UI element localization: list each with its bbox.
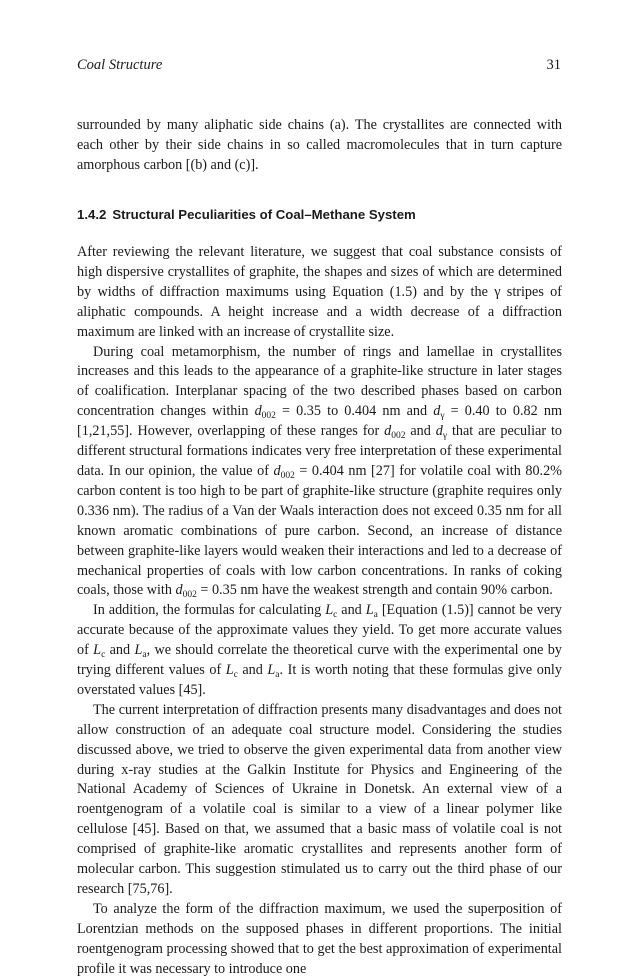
symbol-d: d bbox=[435, 423, 443, 440]
intro-block bbox=[77, 116, 562, 176]
section-number: 1.4.2 bbox=[77, 207, 107, 222]
symbol-l: L bbox=[325, 602, 334, 619]
running-title: Coal Structure bbox=[77, 57, 163, 73]
paragraph-2: During coal metamorphism, the number of rings and lamellae in crystallites increases and this leads to the appearance of a graphite-like structure in later stages of coalification. Interplanar spacing of the two described phases based on carbon concentration changes within $d_{002} = 0.35$ to 0.404 nm and $d_\gamma = 0.40$ to 0.82 nm [1,21,55]. However, overlapping of these ranges for $d_{002}$ and $d_\gamma$ that are peculiar to different structural formations indicates very free interpretation of these experimental data. In our opinion, the value of $d_{002} = 0.404$ nm [27] for volatile coal with 80.2% carbon content is too high to be part of graphite-like structure (graphite requires only 0.336 nm). The radius of a Van der Waals interaction does not exceed 0.35 nm for all known aromatic combinations of pure carbon. Second, an increase of distance between graphite-like layers would weaken their interactions and led to a decrease of mechanical properties of coals with low carbon concentrations. In ranks of coking coals, those with $d_{002} = 0.35$ nm have the weakest strength and contain 90% carbon. bbox=[77, 343, 562, 601]
paragraph-1: After reviewing the relevant literature, we suggest that coal substance consists of high dispersive crystallites of graphite, the shapes and sizes of which are determined by widths of diffraction maximums using Equation (1.5) and by the γ stripes of aliphatic compounds. A height increase and a width decrease of a diffraction maximum are linked with an increase of crystallite size. bbox=[77, 244, 562, 340]
symbol-d: d bbox=[433, 403, 441, 420]
symbol-d: d bbox=[273, 462, 281, 479]
paragraph-5: To analyze the form of the diffraction maximum, we used the superposition of Lorentzian methods on the supposed phases in different proportions. The initial roentgenogram processing showed that to get the best approximation of experimental profile it was necessary to introduce one bbox=[77, 900, 562, 977]
section-heading bbox=[77, 207, 416, 222]
page-number: 31 bbox=[546, 57, 561, 73]
symbol-l: L bbox=[267, 662, 276, 679]
paragraph-4: The current interpretation of diffraction presents many disadvantages and does not allow construction of an adequate coal structure model. Considering the studies discussed above, we tried to observe the given experimental data from another view during x-ray studies at the Galkin Institute for Physics and Engineering of the National Academy of Sciences of Ukraine in Donetsk. An external view of a roentgenogram of a volatile coal is similar to a view of a linear polymer like cellulose [45]. Based on that, we assumed that a basic mass of volatile coal is not comprised of graphite-like aromatic crystallites and represents another form of molecular carbon. This suggestion stimulated us to carry out the third phase of our research [75,76]. bbox=[77, 701, 562, 897]
section-title: Structural Peculiarities of Coal–Methane System bbox=[112, 207, 416, 222]
intro-paragraph: surrounded by many aliphatic side chains (a). The crystallites are connected with each other by their side chains in so called macromolecules that in turn capture amorphous carbon [(b) and (c)]. bbox=[77, 117, 562, 173]
paragraph-3: In addition, the formulas for calculating $L_c$ and $L_a$ [Equation (1.5)] cannot be very accurate because of the approximate values they yield. To get more accurate values of $L_c$ and $L_a$, we should correlate the theoretical curve with the experimental one by trying different values of $L_c$ and $L_a$. It is worth noting that these formulas give only overstated values [45]. bbox=[77, 602, 562, 698]
symbol-d: d bbox=[384, 423, 392, 440]
symbol-d: d bbox=[175, 582, 183, 599]
running-header bbox=[77, 57, 561, 74]
symbol-l: L bbox=[134, 642, 143, 659]
symbol-d: d bbox=[254, 403, 262, 420]
symbol-l: L bbox=[365, 602, 374, 619]
symbol-l: L bbox=[93, 642, 102, 659]
symbol-l: L bbox=[225, 662, 234, 679]
section-body bbox=[77, 243, 562, 980]
